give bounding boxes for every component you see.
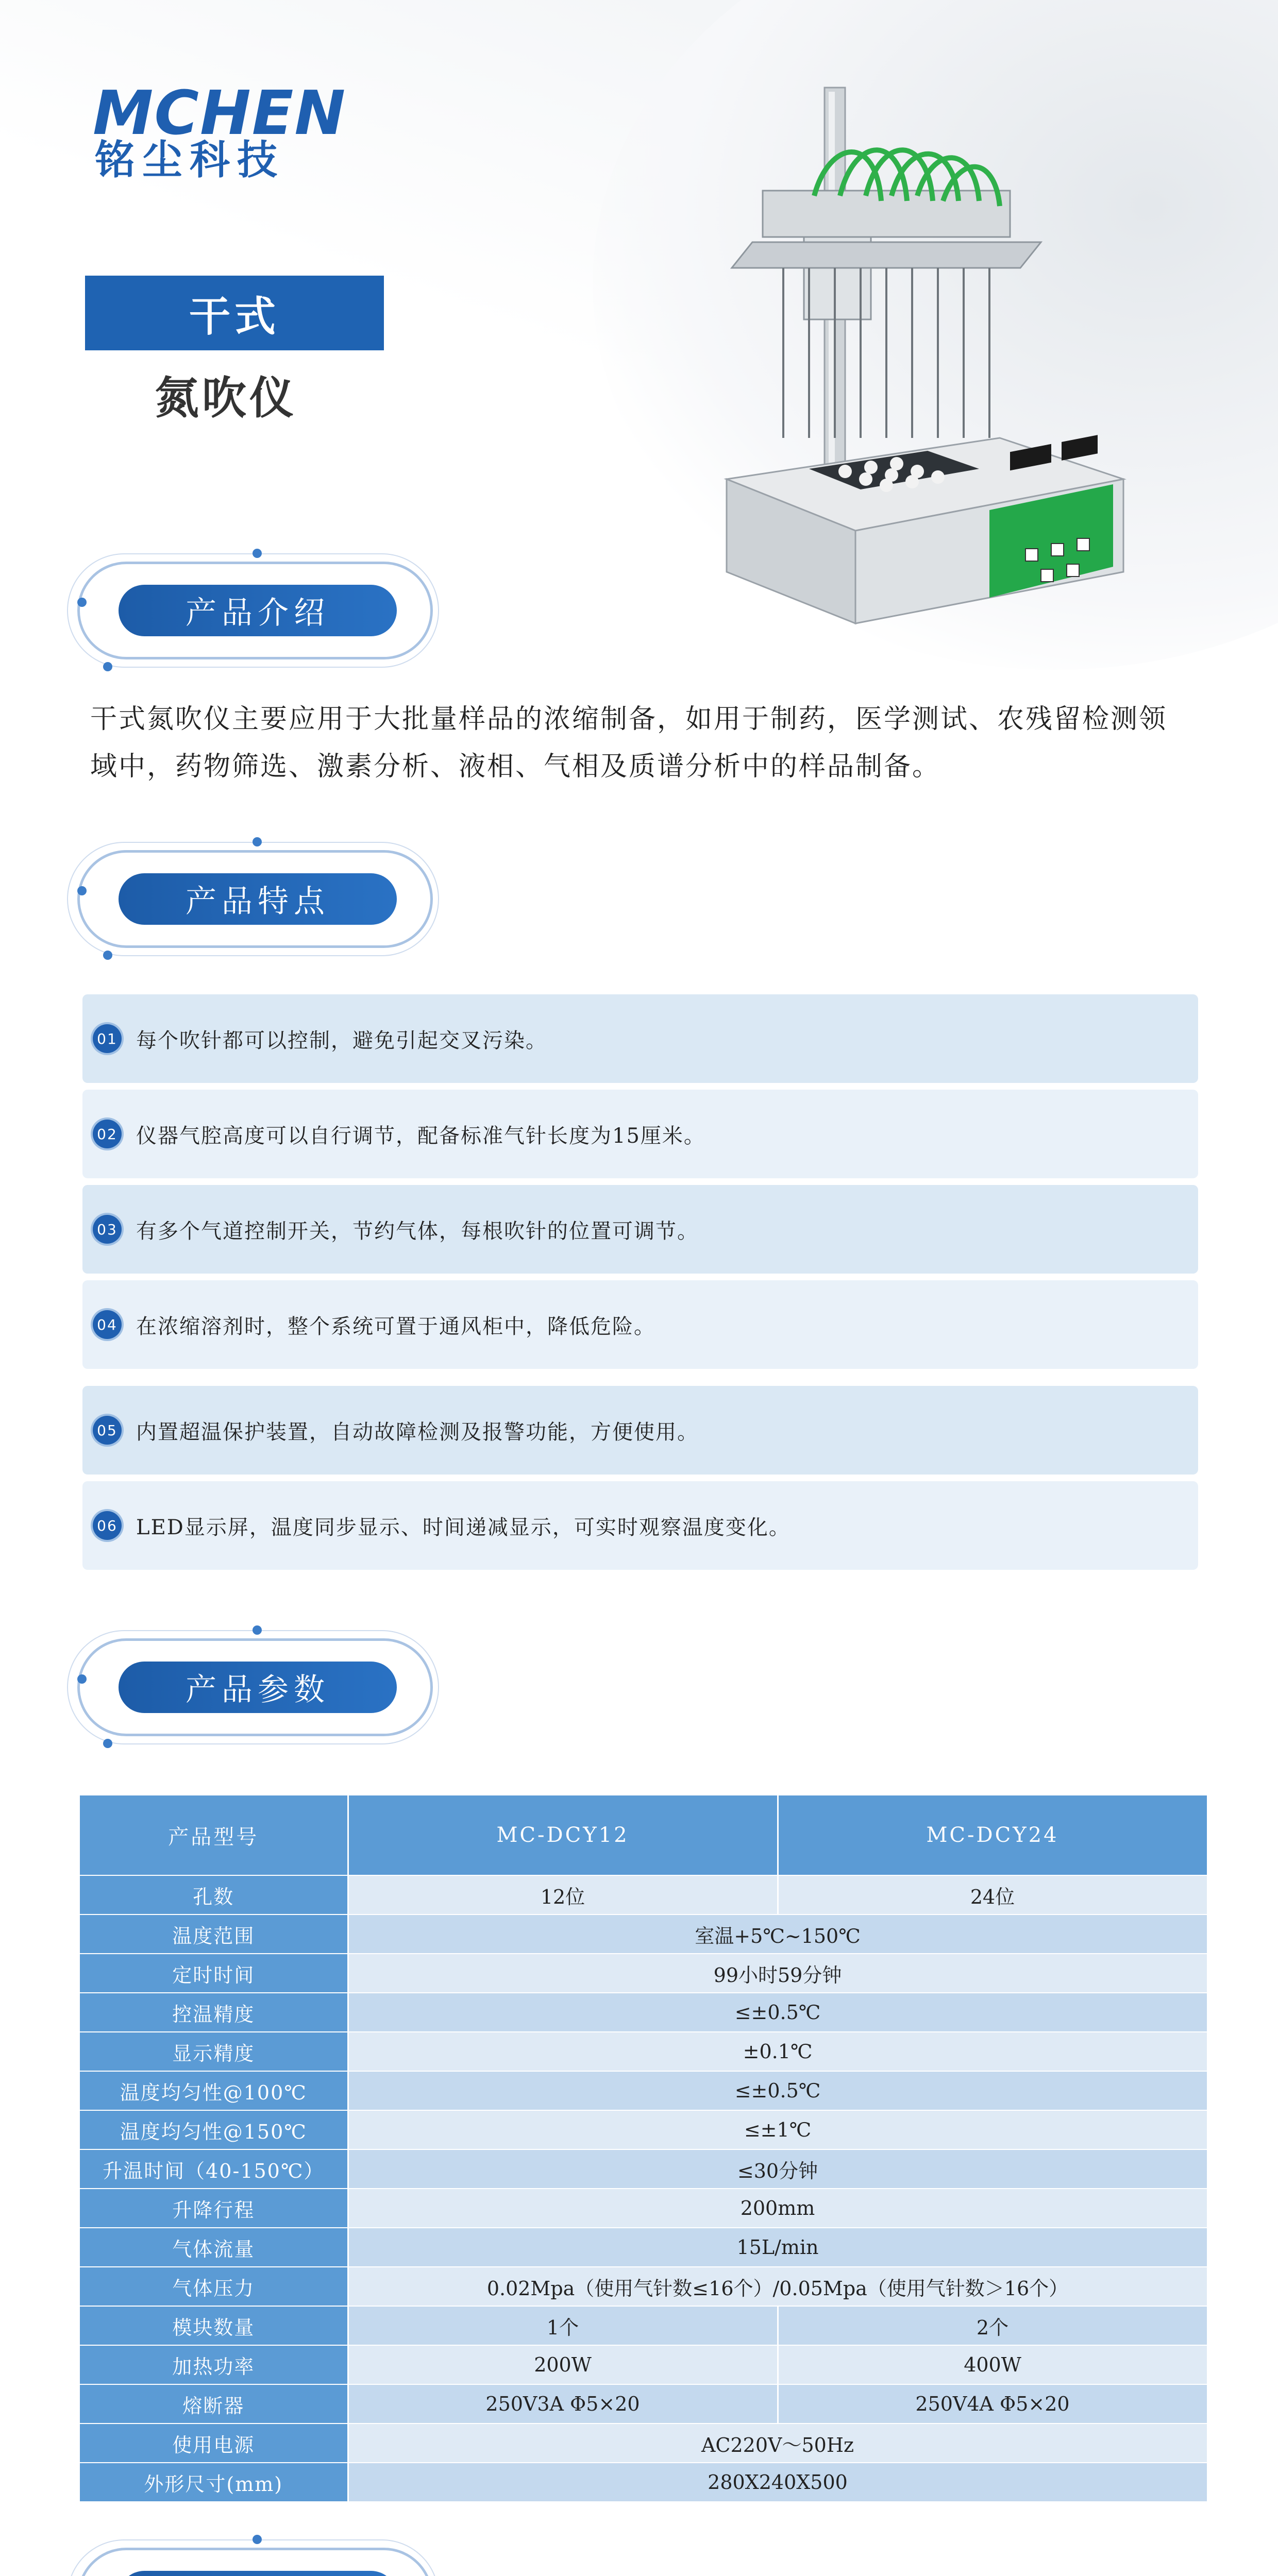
section-header-intro	[67, 546, 448, 675]
param-label: 定时时间	[80, 1954, 348, 1993]
feature-text: LED显示屏，温度同步显示、时间递减显示，可实时观察温度变化。	[136, 1515, 791, 1539]
table-row	[80, 2463, 1207, 2502]
table-row	[80, 2228, 1207, 2267]
feature-number-badge: 03	[93, 1215, 122, 1244]
param-label: 外形尺寸(mm)	[80, 2463, 348, 2502]
table-row	[80, 2071, 1207, 2110]
feature-text: 有多个气道控制开关，节约气体，每根吹针的位置可调节。	[136, 1219, 699, 1243]
param-value: 250V4A Φ5×20	[778, 2384, 1207, 2424]
table-row	[80, 2345, 1207, 2384]
param-label: 气体流量	[80, 2228, 348, 2267]
table-row	[80, 1954, 1207, 1993]
section-title-modules	[119, 2571, 397, 2576]
feature-number-badge: 05	[93, 1416, 122, 1445]
section-header-params	[67, 1623, 448, 1752]
feature-item	[82, 1386, 1198, 1475]
param-label: 控温精度	[80, 1993, 348, 2032]
param-value: ≤±1℃	[348, 2110, 1207, 2149]
table-row	[80, 2149, 1207, 2189]
feature-number-badge: 06	[93, 1511, 122, 1540]
param-value: ≤±0.5℃	[348, 1993, 1207, 2032]
param-value: AC220V～50Hz	[348, 2424, 1207, 2463]
param-value: 1个	[348, 2306, 778, 2345]
table-row	[80, 2032, 1207, 2071]
param-value: 24位	[778, 1875, 1207, 1914]
params-table	[80, 1795, 1208, 2502]
table-row	[80, 2110, 1207, 2149]
param-value: 400W	[778, 2345, 1207, 2384]
param-label: 孔数	[80, 1875, 348, 1914]
feature-number-badge: 02	[93, 1120, 122, 1148]
table-row	[80, 1875, 1207, 1914]
feature-text: 内置超温保护装置，自动故障检测及报警功能，方便使用。	[136, 1420, 699, 1444]
table-row	[80, 1914, 1207, 1954]
product-type-label: 干式	[85, 276, 384, 350]
param-value: 2个	[778, 2306, 1207, 2345]
param-label: 气体压力	[80, 2267, 348, 2306]
brand-logo-cn: 铭尘科技	[95, 137, 285, 183]
param-label: 温度均匀性@100℃	[80, 2071, 348, 2110]
feature-text: 仪器气腔高度可以自行调节，配备标准气针长度为15厘米。	[136, 1124, 705, 1148]
section-title-params: 产品参数	[119, 1662, 397, 1713]
param-label: 温度均匀性@150℃	[80, 2110, 348, 2149]
param-value: 12位	[348, 1875, 778, 1914]
param-label: 温度范围	[80, 1914, 348, 1954]
section-title-features: 产品特点	[119, 873, 397, 925]
param-value: 200W	[348, 2345, 778, 2384]
feature-item	[82, 1481, 1198, 1570]
param-label: 使用电源	[80, 2424, 348, 2463]
params-header-cell: MC-DCY12	[348, 1795, 778, 1875]
intro-text: 干式氮吹仪主要应用于大批量样品的浓缩制备，如用于制药，医学测试、农残留检测领域中，药物筛选、激素分析、液相、气相及质谱分析中的样品制备。	[90, 704, 1168, 782]
feature-item	[82, 994, 1198, 1083]
brand-logo-en: MCHEN	[93, 77, 347, 148]
param-value: 250V3A Φ5×20	[348, 2384, 778, 2424]
feature-text: 每个吹针都可以控制，避免引起交叉污染。	[136, 1028, 547, 1053]
feature-item	[82, 1280, 1198, 1369]
section-header-modules	[67, 2532, 448, 2576]
feature-text: 在浓缩溶剂时，整个系统可置于通风柜中，降低危险。	[136, 1314, 655, 1338]
param-label: 显示精度	[80, 2032, 348, 2071]
param-value: 室温+5℃~150℃	[348, 1914, 1207, 1954]
param-label: 熔断器	[80, 2384, 348, 2424]
params-header-cell: MC-DCY24	[778, 1795, 1207, 1875]
table-row	[80, 2424, 1207, 2463]
product-image	[711, 77, 1175, 634]
param-label: 模块数量	[80, 2306, 348, 2345]
table-row	[80, 2189, 1207, 2228]
param-value: ≤±0.5℃	[348, 2071, 1207, 2110]
param-label: 加热功率	[80, 2345, 348, 2384]
param-value: 200mm	[348, 2189, 1207, 2228]
param-value: 15L/min	[348, 2228, 1207, 2267]
section-title-intro: 产品介绍	[119, 585, 397, 636]
feature-item	[82, 1185, 1198, 1274]
table-row	[80, 2306, 1207, 2345]
table-row	[80, 1993, 1207, 2032]
feature-item	[82, 1090, 1198, 1178]
param-label: 升降行程	[80, 2189, 348, 2228]
param-value: ≤30分钟	[348, 2149, 1207, 2189]
params-header-row	[80, 1795, 1207, 1875]
param-value: 280X240X500	[348, 2463, 1207, 2502]
section-header-features	[67, 835, 448, 963]
feature-number-badge: 04	[93, 1310, 122, 1339]
table-row	[80, 2384, 1207, 2424]
param-value: 99小时59分钟	[348, 1954, 1207, 1993]
feature-number-badge: 01	[93, 1024, 122, 1053]
param-value: 0.02Mpa（使用气针数≤16个）/0.05Mpa（使用气针数＞16个）	[348, 2267, 1207, 2306]
params-header-cell: 产品型号	[80, 1795, 348, 1875]
param-value: ±0.1℃	[348, 2032, 1207, 2071]
table-row	[80, 2267, 1207, 2306]
param-label: 升温时间（40-150℃）	[80, 2149, 348, 2189]
product-name: 氮吹仪	[155, 372, 297, 424]
